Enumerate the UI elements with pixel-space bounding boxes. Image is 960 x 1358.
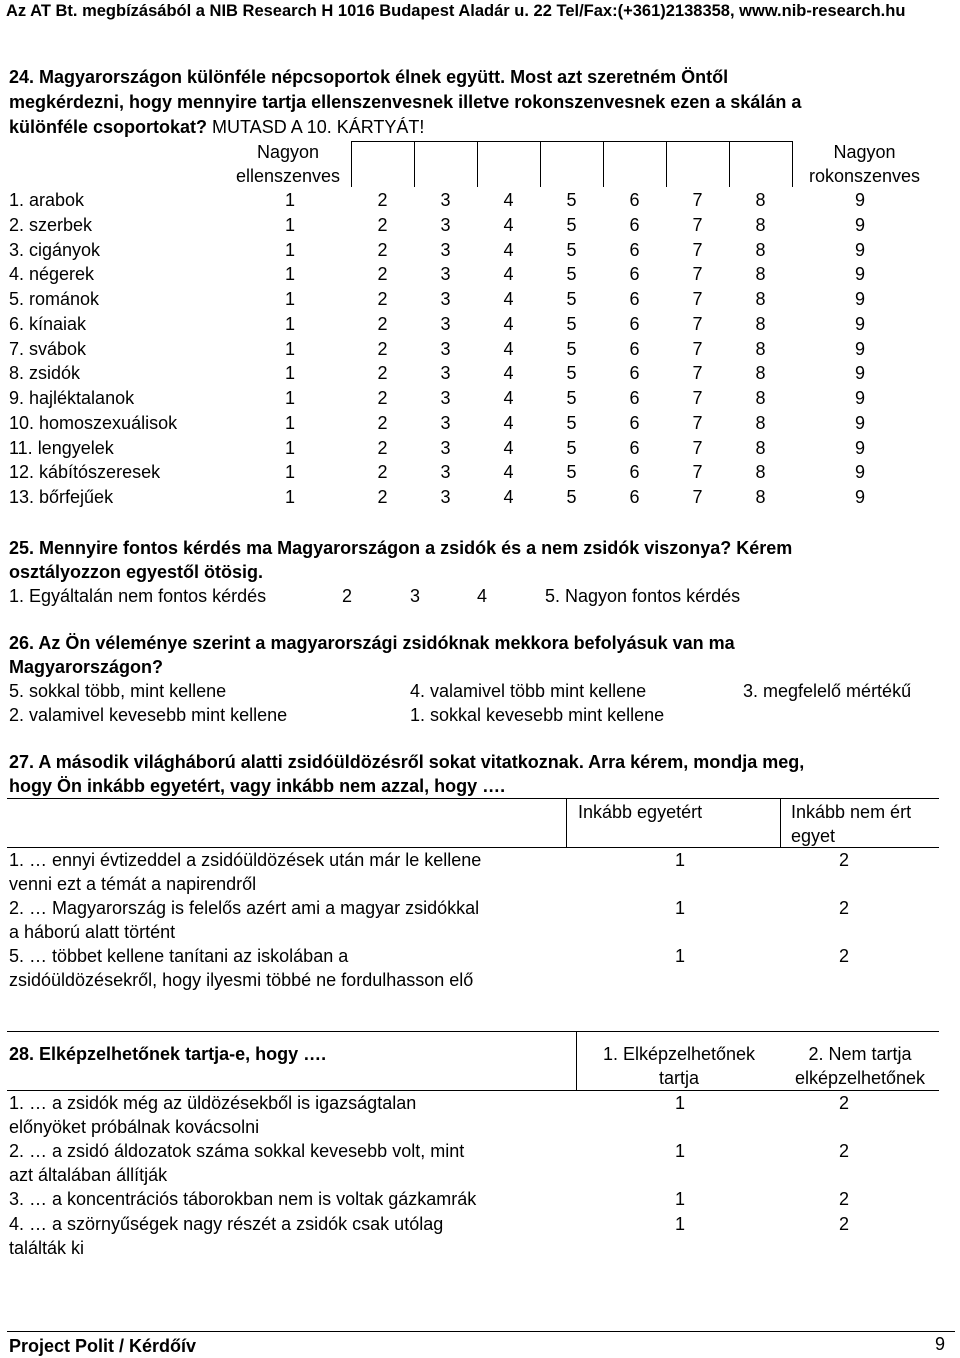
q24-scale-value: 7 <box>692 264 703 284</box>
q24-title-line2: megkérdezni, hogy mennyire tartja ellenszenvesnek illetve rokonszenvesnek ezen a skálán a <box>9 92 802 112</box>
page-header: Az AT Bt. megbízásából a NIB Research H 1016 Budapest Aladár u. 22 Tel/Fax:(+361)2138358, www.nib-research.hu <box>6 2 906 20</box>
q28-col-possible-1: 1. Elképzelhetőnek <box>602 1044 756 1064</box>
q24-scale-value: 5 <box>566 190 577 210</box>
q24-scale-value: 5 <box>566 314 577 334</box>
q24-scale-value: 7 <box>692 388 703 408</box>
q24-scale-value: 1 <box>284 487 295 507</box>
q28-table-top <box>7 1031 939 1032</box>
q24-scale-value: 5 <box>566 413 577 433</box>
q24-scale-value: 4 <box>503 413 514 433</box>
q24-scale-value: 6 <box>629 264 640 284</box>
q24-scale-value: 7 <box>692 413 703 433</box>
q28-row1-code-a: 1 <box>675 1093 686 1113</box>
q24-scale-value: 1 <box>284 190 295 210</box>
q24-scale-value: 9 <box>854 462 865 482</box>
q24-scale-value: 7 <box>692 215 703 235</box>
q24-scale-value: 7 <box>692 487 703 507</box>
q28-row1-code-b: 2 <box>839 1093 850 1113</box>
q24-scale-value: 9 <box>854 215 865 235</box>
q24-left-anchor-1: Nagyon <box>256 142 320 162</box>
q24-scale-value: 7 <box>692 339 703 359</box>
q24-item-label: 2. szerbek <box>9 215 93 235</box>
q24-item-label: 4. négerek <box>9 264 95 284</box>
q24-scale-value: 9 <box>854 289 865 309</box>
q24-grid-line <box>540 141 541 187</box>
q24-scale-value: 5 <box>566 462 577 482</box>
q24-item-label: 5. románok <box>9 289 100 309</box>
q24-item-label: 11. lengyelek <box>9 438 114 458</box>
q24-scale-value: 9 <box>854 487 865 507</box>
q27-row3-line2: zsidóüldözésekről, hogy ilyesmi többé ne fordulhasson elő <box>9 970 474 990</box>
q24-scale-value: 2 <box>377 264 388 284</box>
q25-option-3: 3 <box>410 586 421 606</box>
q25-option-1: 1. Egyáltalán nem fontos kérdés <box>9 586 267 606</box>
q24-scale-value: 7 <box>692 289 703 309</box>
q24-card-note: MUTASD A 10. KÁRTYÁT! <box>207 117 425 137</box>
q24-item-label: 13. bőrfejűek <box>9 487 114 507</box>
q24-scale-value: 3 <box>440 462 451 482</box>
q27-row2-code-a: 1 <box>675 898 686 918</box>
q24-scale-value: 3 <box>440 264 451 284</box>
q24-scale-value: 1 <box>284 314 295 334</box>
q26-option-2: 2. valamivel kevesebb mint kellene <box>9 705 288 725</box>
q24-scale-value: 4 <box>503 487 514 507</box>
q24-grid-line <box>351 141 352 187</box>
q27-row3-line1: 5. … többet kellene tanítani az iskolában a <box>9 946 349 966</box>
q24-scale-value: 8 <box>755 339 766 359</box>
q24-scale-value: 5 <box>566 363 577 383</box>
q24-scale-value: 7 <box>692 363 703 383</box>
q24-scale-value: 6 <box>629 363 640 383</box>
q27-col-divider <box>780 798 781 847</box>
q24-scale-value: 2 <box>377 289 388 309</box>
q24-scale-value: 2 <box>377 388 388 408</box>
q26-option-4: 4. valamivel több mint kellene <box>410 681 647 701</box>
q27-row1-code-b: 2 <box>839 850 850 870</box>
q24-scale-value: 6 <box>629 487 640 507</box>
q24-item-label: 8. zsidók <box>9 363 81 383</box>
q28-row2-line2: azt általában állítják <box>9 1165 168 1185</box>
q24-scale-value: 9 <box>854 240 865 260</box>
q27-row2-code-b: 2 <box>839 898 850 918</box>
footer-title: Project Polit / Kérdőív <box>9 1336 197 1356</box>
q24-scale-value: 4 <box>503 215 514 235</box>
q27-row1-line1: 1. … ennyi évtizeddel a zsidóüldözések után már le kellene <box>9 850 482 870</box>
q28-col-possible-2: tartja <box>658 1068 700 1088</box>
q24-scale-value: 6 <box>629 462 640 482</box>
q24-scale-value: 1 <box>284 240 295 260</box>
q24-grid-line <box>666 141 667 187</box>
q24-scale-value: 4 <box>503 438 514 458</box>
q26-option-1: 1. sokkal kevesebb mint kellene <box>410 705 665 725</box>
q24-right-anchor-2: rokonszenves <box>808 166 921 186</box>
q24-scale-value: 1 <box>284 438 295 458</box>
q27-col-divider <box>566 798 567 847</box>
q24-scale-value: 8 <box>755 314 766 334</box>
q27-col-disagree-1: Inkább nem ért <box>791 802 912 822</box>
q24-scale-value: 8 <box>755 190 766 210</box>
q28-col-divider <box>576 1031 577 1091</box>
q24-scale-value: 3 <box>440 190 451 210</box>
q24-scale-value: 2 <box>377 314 388 334</box>
q25-option-5: 5. Nagyon fontos kérdés <box>545 586 741 606</box>
q24-scale-value: 8 <box>755 363 766 383</box>
q28-col-impossible-2: elképzelhetőnek <box>794 1068 926 1088</box>
q24-scale-value: 1 <box>284 413 295 433</box>
q24-scale-value: 1 <box>284 264 295 284</box>
q28-row3-code-b: 2 <box>839 1189 850 1209</box>
q24-scale-value: 8 <box>755 462 766 482</box>
q24-scale-value: 1 <box>284 388 295 408</box>
q24-scale-value: 3 <box>440 363 451 383</box>
q24-scale-value: 9 <box>854 339 865 359</box>
q24-scale-value: 8 <box>755 240 766 260</box>
q28-row3-line1: 3. … a koncentrációs táborokban nem is voltak gázkamrák <box>9 1189 477 1209</box>
q24-item-label: 7. svábok <box>9 339 87 359</box>
q24-scale-value: 2 <box>377 487 388 507</box>
q27-header-rule <box>7 847 939 848</box>
q24-scale-value: 6 <box>629 339 640 359</box>
q24-scale-value: 5 <box>566 289 577 309</box>
q24-scale-value: 4 <box>503 289 514 309</box>
q26-title-line1: 26. Az Ön véleménye szerint a magyarországi zsidóknak mekkora befolyásuk van ma <box>9 633 735 653</box>
q27-col-disagree-2: egyet <box>791 826 836 846</box>
q24-scale-value: 5 <box>566 388 577 408</box>
q24-scale-value: 1 <box>284 462 295 482</box>
q24-scale-value: 9 <box>854 388 865 408</box>
q28-header-rule <box>7 1090 939 1091</box>
q24-scale-value: 8 <box>755 413 766 433</box>
q24-scale-value: 3 <box>440 314 451 334</box>
q24-scale-value: 9 <box>854 190 865 210</box>
q24-scale-value: 8 <box>755 388 766 408</box>
q24-grid-line <box>477 141 478 187</box>
q28-row4-code-b: 2 <box>839 1214 850 1234</box>
q24-scale-value: 6 <box>629 289 640 309</box>
q24-scale-value: 3 <box>440 388 451 408</box>
q24-item-label: 6. kínaiak <box>9 314 87 334</box>
q24-scale-value: 8 <box>755 215 766 235</box>
q27-col-agree: Inkább egyetért <box>578 802 703 822</box>
q24-scale-value: 4 <box>503 388 514 408</box>
q24-scale-value: 7 <box>692 190 703 210</box>
q27-row2-line2: a háború alatt történt <box>9 922 176 942</box>
q24-item-label: 10. homoszexuálisok <box>9 413 178 433</box>
q24-scale-value: 3 <box>440 339 451 359</box>
q24-scale-value: 5 <box>566 240 577 260</box>
q27-title-line1: 27. A második világháború alatti zsidóüldözésről sokat vitatkoznak. Arra kérem, mondja meg, <box>9 752 805 772</box>
q25-title-line1: 25. Mennyire fontos kérdés ma Magyarországon a zsidók és a nem zsidók viszonya? Kérem <box>9 538 793 558</box>
q27-row3-code-a: 1 <box>675 946 686 966</box>
q24-scale-value: 4 <box>503 264 514 284</box>
q24-scale-value: 2 <box>377 462 388 482</box>
q24-scale-value: 7 <box>692 462 703 482</box>
q24-scale-value: 3 <box>440 240 451 260</box>
q24-right-anchor-1: Nagyon <box>833 142 896 162</box>
q27-row1-line2: venni ezt a témát a napirendről <box>9 874 257 894</box>
q24-scale-value: 8 <box>755 487 766 507</box>
q24-scale-value: 1 <box>284 289 295 309</box>
q24-grid-line <box>792 141 793 187</box>
q24-title-line3-bold: különféle csoportokat? <box>9 117 208 137</box>
q26-option-5: 5. sokkal több, mint kellene <box>9 681 227 701</box>
q27-row1-code-a: 1 <box>675 850 686 870</box>
q24-scale-value: 6 <box>629 388 640 408</box>
q24-scale-value: 5 <box>566 264 577 284</box>
q24-scale-value: 3 <box>440 487 451 507</box>
q24-scale-value: 9 <box>854 438 865 458</box>
q24-scale-value: 4 <box>503 462 514 482</box>
q25-option-4: 4 <box>477 586 488 606</box>
q25-option-2: 2 <box>342 586 353 606</box>
q24-scale-value: 4 <box>503 240 514 260</box>
q28-row1-line1: 1. … a zsidók még az üldözésekből is igazságtalan <box>9 1093 417 1113</box>
q24-scale-value: 9 <box>854 363 865 383</box>
q24-scale-value: 2 <box>377 363 388 383</box>
q24-scale-value: 5 <box>566 339 577 359</box>
q25-title-line2: osztályozzon egyestől ötösig. <box>9 562 264 582</box>
q24-grid-top <box>351 141 793 142</box>
q24-scale-value: 3 <box>440 215 451 235</box>
q24-scale-value: 8 <box>755 289 766 309</box>
q28-row3-code-a: 1 <box>675 1189 686 1209</box>
q24-scale-value: 6 <box>629 314 640 334</box>
q24-scale-value: 7 <box>692 314 703 334</box>
q28-col-impossible-1: 2. Nem tartja <box>808 1044 912 1064</box>
q24-grid-line <box>603 141 604 187</box>
q24-scale-value: 6 <box>629 215 640 235</box>
q24-scale-value: 5 <box>566 487 577 507</box>
q24-item-label: 1. arabok <box>9 190 85 210</box>
q24-left-anchor-2: ellenszenves <box>235 166 341 186</box>
q28-row1-line2: előnyöket próbálnak kovácsolni <box>9 1117 260 1137</box>
q24-scale-value: 6 <box>629 413 640 433</box>
q24-scale-value: 4 <box>503 363 514 383</box>
q24-item-label: 12. kábítószeresek <box>9 462 161 482</box>
page-number: 9 <box>935 1334 946 1354</box>
q24-scale-value: 9 <box>854 314 865 334</box>
q24-scale-value: 8 <box>755 264 766 284</box>
q24-scale-value: 4 <box>503 339 514 359</box>
q24-scale-value: 4 <box>503 314 514 334</box>
q24-scale-value: 6 <box>629 240 640 260</box>
q27-table-top <box>7 798 939 799</box>
q24-item-label: 3. cigányok <box>9 240 101 260</box>
q24-scale-value: 2 <box>377 240 388 260</box>
q28-row2-code-b: 2 <box>839 1141 850 1161</box>
q24-scale-value: 2 <box>377 339 388 359</box>
q24-scale-value: 3 <box>440 438 451 458</box>
q24-scale-value: 1 <box>284 363 295 383</box>
q28-row2-code-a: 1 <box>675 1141 686 1161</box>
q24-title-line1: 24. Magyarországon különféle népcsoportok élnek együtt. Most azt szeretném Öntől <box>9 67 729 87</box>
q28-title: 28. Elképzelhetőnek tartja-e, hogy …. <box>9 1044 327 1064</box>
q24-scale-value: 5 <box>566 215 577 235</box>
q24-scale-value: 6 <box>629 438 640 458</box>
q27-row2-line1: 2. … Magyarország is felelős azért ami a magyar zsidókkal <box>9 898 480 918</box>
q24-scale-value: 5 <box>566 438 577 458</box>
q24-scale-value: 1 <box>284 339 295 359</box>
q26-title-line2: Magyarországon? <box>9 657 164 677</box>
q24-scale-value: 2 <box>377 438 388 458</box>
q24-scale-value: 9 <box>854 413 865 433</box>
q24-grid-line <box>414 141 415 187</box>
q24-scale-value: 7 <box>692 438 703 458</box>
q24-scale-value: 8 <box>755 438 766 458</box>
q28-row4-line2: találták ki <box>9 1238 85 1258</box>
q28-row4-line1: 4. … a szörnyűségek nagy részét a zsidók csak utólag <box>9 1214 444 1234</box>
q27-title-line2: hogy Ön inkább egyetért, vagy inkább nem azzal, hogy …. <box>9 776 506 796</box>
q24-scale-value: 6 <box>629 190 640 210</box>
q24-scale-value: 3 <box>440 413 451 433</box>
q24-scale-value: 7 <box>692 240 703 260</box>
q24-item-label: 9. hajléktalanok <box>9 388 135 408</box>
footer-rule <box>7 1331 955 1332</box>
q24-scale-value: 4 <box>503 190 514 210</box>
q28-row4-code-a: 1 <box>675 1214 686 1234</box>
q24-scale-value: 2 <box>377 413 388 433</box>
q24-scale-value: 2 <box>377 190 388 210</box>
q24-scale-value: 2 <box>377 215 388 235</box>
q24-scale-value: 9 <box>854 264 865 284</box>
q27-row3-code-b: 2 <box>839 946 850 966</box>
q26-option-3: 3. megfelelő mértékű <box>743 681 912 701</box>
q24-grid-line <box>729 141 730 187</box>
q28-row2-line1: 2. … a zsidó áldozatok száma sokkal kevesebb volt, mint <box>9 1141 465 1161</box>
q24-scale-value: 3 <box>440 289 451 309</box>
q24-scale-value: 1 <box>284 215 295 235</box>
q24-title-line3 <box>9 116 424 138</box>
